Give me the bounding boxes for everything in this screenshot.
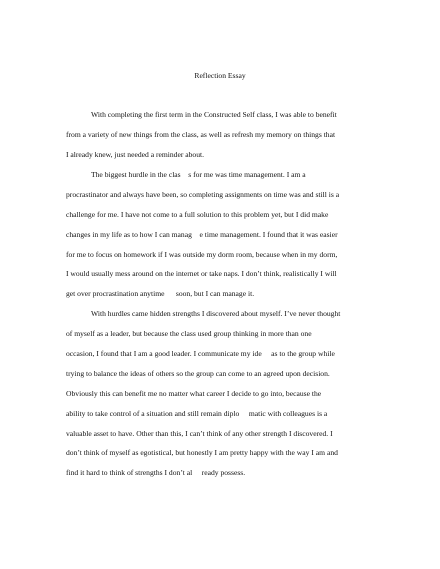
text-line: With completing the first term in the Constructed Self class, I was able to benefit [91, 110, 337, 119]
text-line: occasion, I found that I am a good leader. I communicate my ide as to the group while [66, 349, 335, 358]
text-line: for me to focus on homework if I was outside my dorm room, because when in my dorm, [66, 250, 338, 259]
text-line: of myself as a leader, but because the class used group thinking in more than one [66, 329, 312, 338]
text-line: from a variety of new things from the class, as well as refresh my memory on things that [66, 130, 336, 139]
text-line: procrastinator and always have been, so completing assignments on time was and still is a [66, 190, 340, 199]
text-line: I already knew, just needed a reminder about. [66, 150, 205, 159]
text-line: trying to balance the ideas of others so the group can come to an agreed upon decision. [66, 369, 330, 378]
essay-title: Reflection Essay [194, 71, 246, 80]
text-line: With hurdles came hidden strengths I discovered about myself. I’ve never thought [91, 309, 341, 318]
text-line: ability to take control of a situation and still remain diplo matic with colleagues is a [66, 409, 328, 418]
text-line: challenge for me. I have not come to a full solution to this problem yet, but I did make [66, 210, 329, 219]
text-line: valuable asset to have. Other than this, I can’t think of any other strength I discovered. I [66, 429, 333, 438]
text-line: get over procrastination anytime soon, but I can manage it. [66, 289, 255, 298]
text-line: The biggest hurdle in the clas s for me was time management. I am a [91, 170, 306, 179]
text-line: I would usually mess around on the internet or take naps. I don’t think, realistically I will [66, 269, 337, 278]
text-line: don’t think of myself as egotistical, but honestly I am pretty happy with the way I am and [66, 448, 338, 457]
text-line: changes in my life as to how I can manag e time management. I found that it was easier [66, 230, 338, 239]
text-line: Obviously this can benefit me no matter what career I decide to go into, because the [66, 389, 322, 398]
text-line: find it hard to think of strengths I don’t al ready possess. [66, 468, 246, 477]
